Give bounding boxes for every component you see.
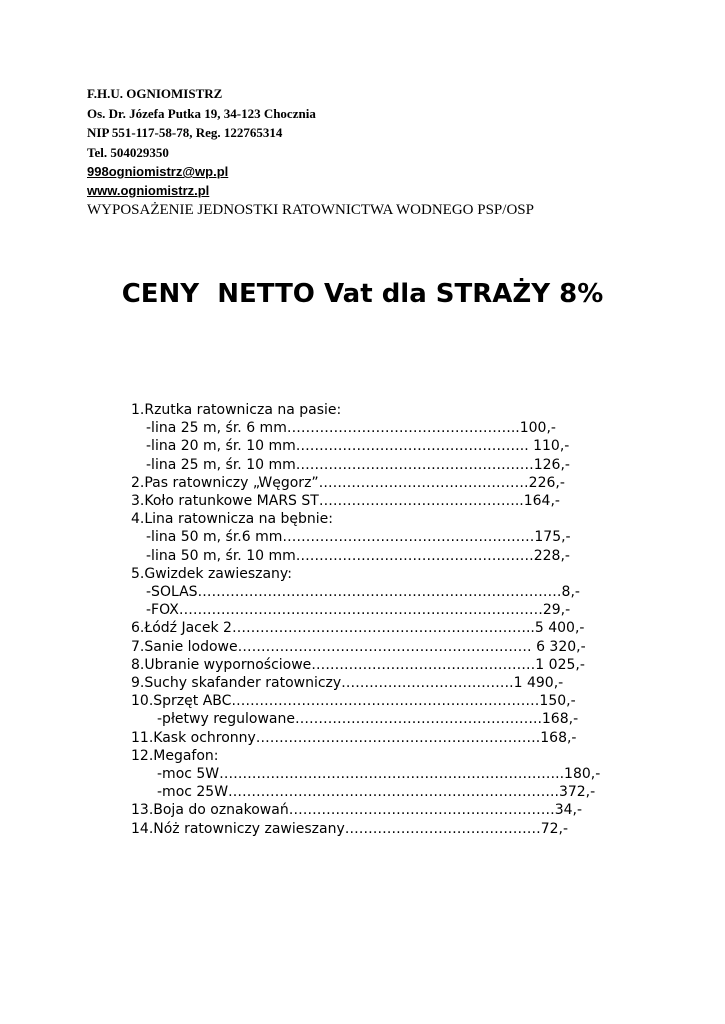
- company-header: [87, 84, 534, 220]
- price-list-item: 1.Rzutka ratownicza na pasie:: [131, 402, 342, 418]
- price-list-item: 7.Sanie lodowe……………………………………………………… 6 320,-: [131, 638, 586, 655]
- price-list-item: -lina 50 m, śr.6 mm………………………………………………175,-: [146, 529, 571, 546]
- price-list-item: -płetwy regulowane……………………………………………..168,-: [157, 711, 579, 728]
- price-list-item: 9.Suchy skafander ratowniczy……………………………….1 490,-: [131, 675, 564, 692]
- price-list-item: -FOX……………………………………………………………………29,-: [146, 602, 571, 619]
- company-nip-reg: NIP 551-117-58-78, Reg. 122765314: [87, 125, 283, 140]
- price-list-item: 12.Megafon:: [131, 747, 219, 764]
- price-list-item: 10.Sprzęt ABC…………………………………………………………150,-: [131, 693, 576, 710]
- price-list-item: -lina 20 m, śr. 10 mm………………………………………….. 110,-: [146, 438, 570, 455]
- company-name: F.H.U. OGNIOMISTRZ: [87, 86, 223, 101]
- document-subtitle: WYPOSAŻENIE JEDNOSTKI RATOWNICTWA WODNEGO PSP/OSP: [87, 202, 534, 218]
- price-list-item: -lina 25 m, śr. 10 mm……………………………………………126,-: [146, 456, 570, 473]
- price-list-item: 11.Kask ochronny…………………………………………………….168,-: [131, 729, 577, 746]
- website-link[interactable]: www.ogniomistrz.pl: [87, 183, 210, 198]
- price-list-item: -moc 5W………………………………………………………………..180,-: [157, 766, 601, 783]
- price-list: [131, 401, 600, 838]
- company-phone: Tel. 504029350: [87, 144, 169, 160]
- price-list-item: -moc 25W……………………………………………………………..372,-: [157, 784, 596, 801]
- price-list-item: 14.Nóż ratowniczy zawieszany……………………………………72,-: [131, 820, 569, 837]
- price-list-item: 13.Boja do oznakowań…………………………………………………34,-: [131, 802, 583, 819]
- price-list-item: -lina 50 m, śr. 10 mm……………………………………………228,-: [146, 547, 570, 564]
- price-list-item: 5.Gwizdek zawieszany:: [131, 565, 292, 582]
- price-list-item: 2.Pas ratowniczy „Węgorz”………………………………………226,-: [131, 474, 565, 491]
- price-list-item: 8.Ubranie wypornościowe…………………………………………1 025,-: [131, 656, 585, 673]
- price-list-item: 6.Łódź Jacek 2………………………………………………………..5 400,-: [131, 620, 585, 637]
- price-list-item: -SOLAS……………………………………………………………………8,-: [146, 584, 580, 601]
- price-list-item: -lina 25 m, śr. 6 mm…………………………………………..100,-: [146, 420, 556, 437]
- email-link[interactable]: 998ogniomistrz@wp.pl: [87, 164, 229, 179]
- price-list-item: 4.Lina ratownicza na bębnie:: [131, 511, 334, 528]
- price-title: CENY NETTO Vat dla STRAŻY 8%: [121, 279, 604, 309]
- price-list-item: 3.Koło ratunkowe MARS ST……………………………………..164,-: [131, 493, 560, 510]
- company-address: Os. Dr. Józefa Putka 19, 34-123 Chocznia: [87, 105, 316, 121]
